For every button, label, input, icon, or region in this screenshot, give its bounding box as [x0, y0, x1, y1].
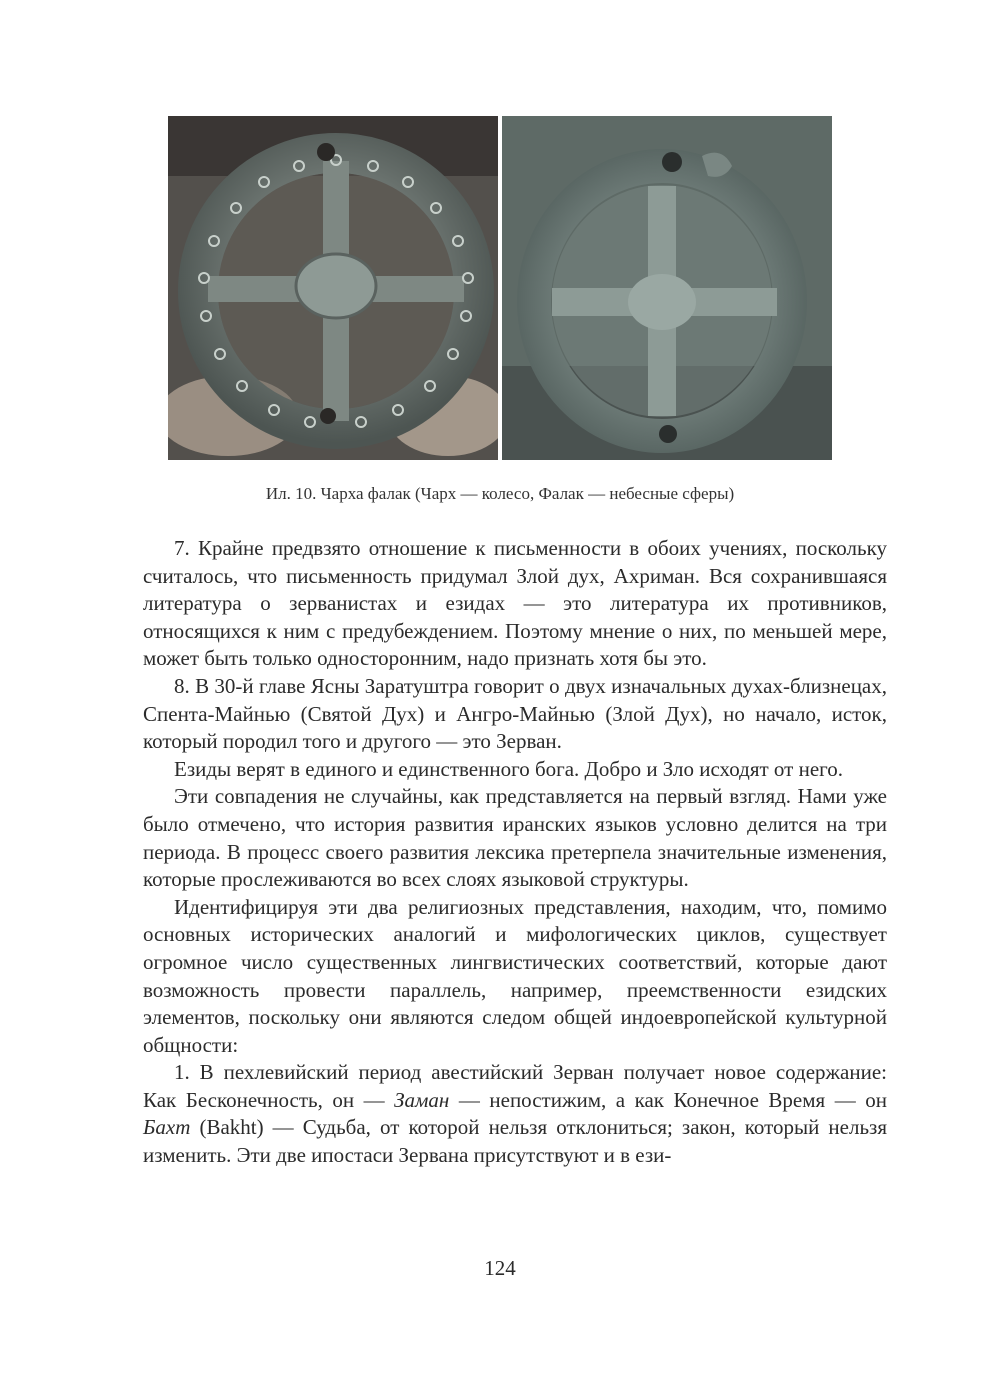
paragraph: Эти совпадения не случайны, как представляется на первый взгляд. Нами уже было отмечено, что история развития иранских языков условно делится на три периода. В процесс своего развития лексика претерпела значительные изменения, которые прослеживаются во всех слоях языковой структуры.	[143, 784, 887, 892]
paragraph: Езиды верят в единого и единственного бога. Добро и Зло исходят от него.	[174, 756, 843, 781]
photo-ornamented-disc	[168, 116, 498, 460]
figure-caption: Ил. 10. Чарха фалак (Чарх — колесо, Фалак — небесные сферы)	[265, 484, 735, 503]
plain-bronze-wheel-disc-icon	[502, 116, 832, 460]
body-text	[143, 535, 887, 1170]
term-zaman: Заман	[394, 1087, 450, 1112]
photo-plain-disc	[502, 116, 832, 460]
paragraph: Идентифицируя эти два религиозных представления, находим, что, помимо основных исторических аналогий и мифологических циклов, существует огромное число существенных лингвистических соответствий, которые дают возможность провести параллель, например, преемственности езидских элементов, поскольку они являются следом общей индоевропейской культурной общности:	[143, 894, 887, 1057]
page-number: 124	[484, 1256, 516, 1280]
paragraph-text: 1. В пехлевийский период авестийский Зерван получает новое содержание: Как Бесконечность, он —	[143, 1060, 887, 1112]
term-bakht: Бахт	[143, 1115, 191, 1140]
paragraph-text: — непостижим, а как Конечное Время — он	[449, 1087, 887, 1112]
paragraph-text: (Bakht) — Судьба, от которой нельзя отклониться; закон, который нельзя изменить. Эти две ипостаси Зервана присутствуют и в ези-	[143, 1115, 887, 1168]
paragraph: 7. Крайне предвзято отношение к письменности в обоих учениях, поскольку считалось, что письменность придумал Злой дух, Ахриман. Вся сохранившаяся литература о зерванистах и езидах — это литература их противников, относящихся к ним с предубеждением. Поэтому мнение о них, по меньшей мере, может быть только односторонним, надо признать хотя бы это.	[143, 536, 887, 671]
paragraph-with-terms	[143, 1059, 887, 1169]
figure	[168, 116, 832, 460]
ornamented-bronze-wheel-disc-icon	[168, 116, 498, 460]
paragraph: 8. В 30-й главе Ясны Заратуштра говорит о двух изначальных духах-близнецах, Спента-Майнью (Святой Дух) и Ангро-Майнью (Злой Дух), но начало, исток, который породил того и другого — это Зерван.	[143, 673, 887, 754]
